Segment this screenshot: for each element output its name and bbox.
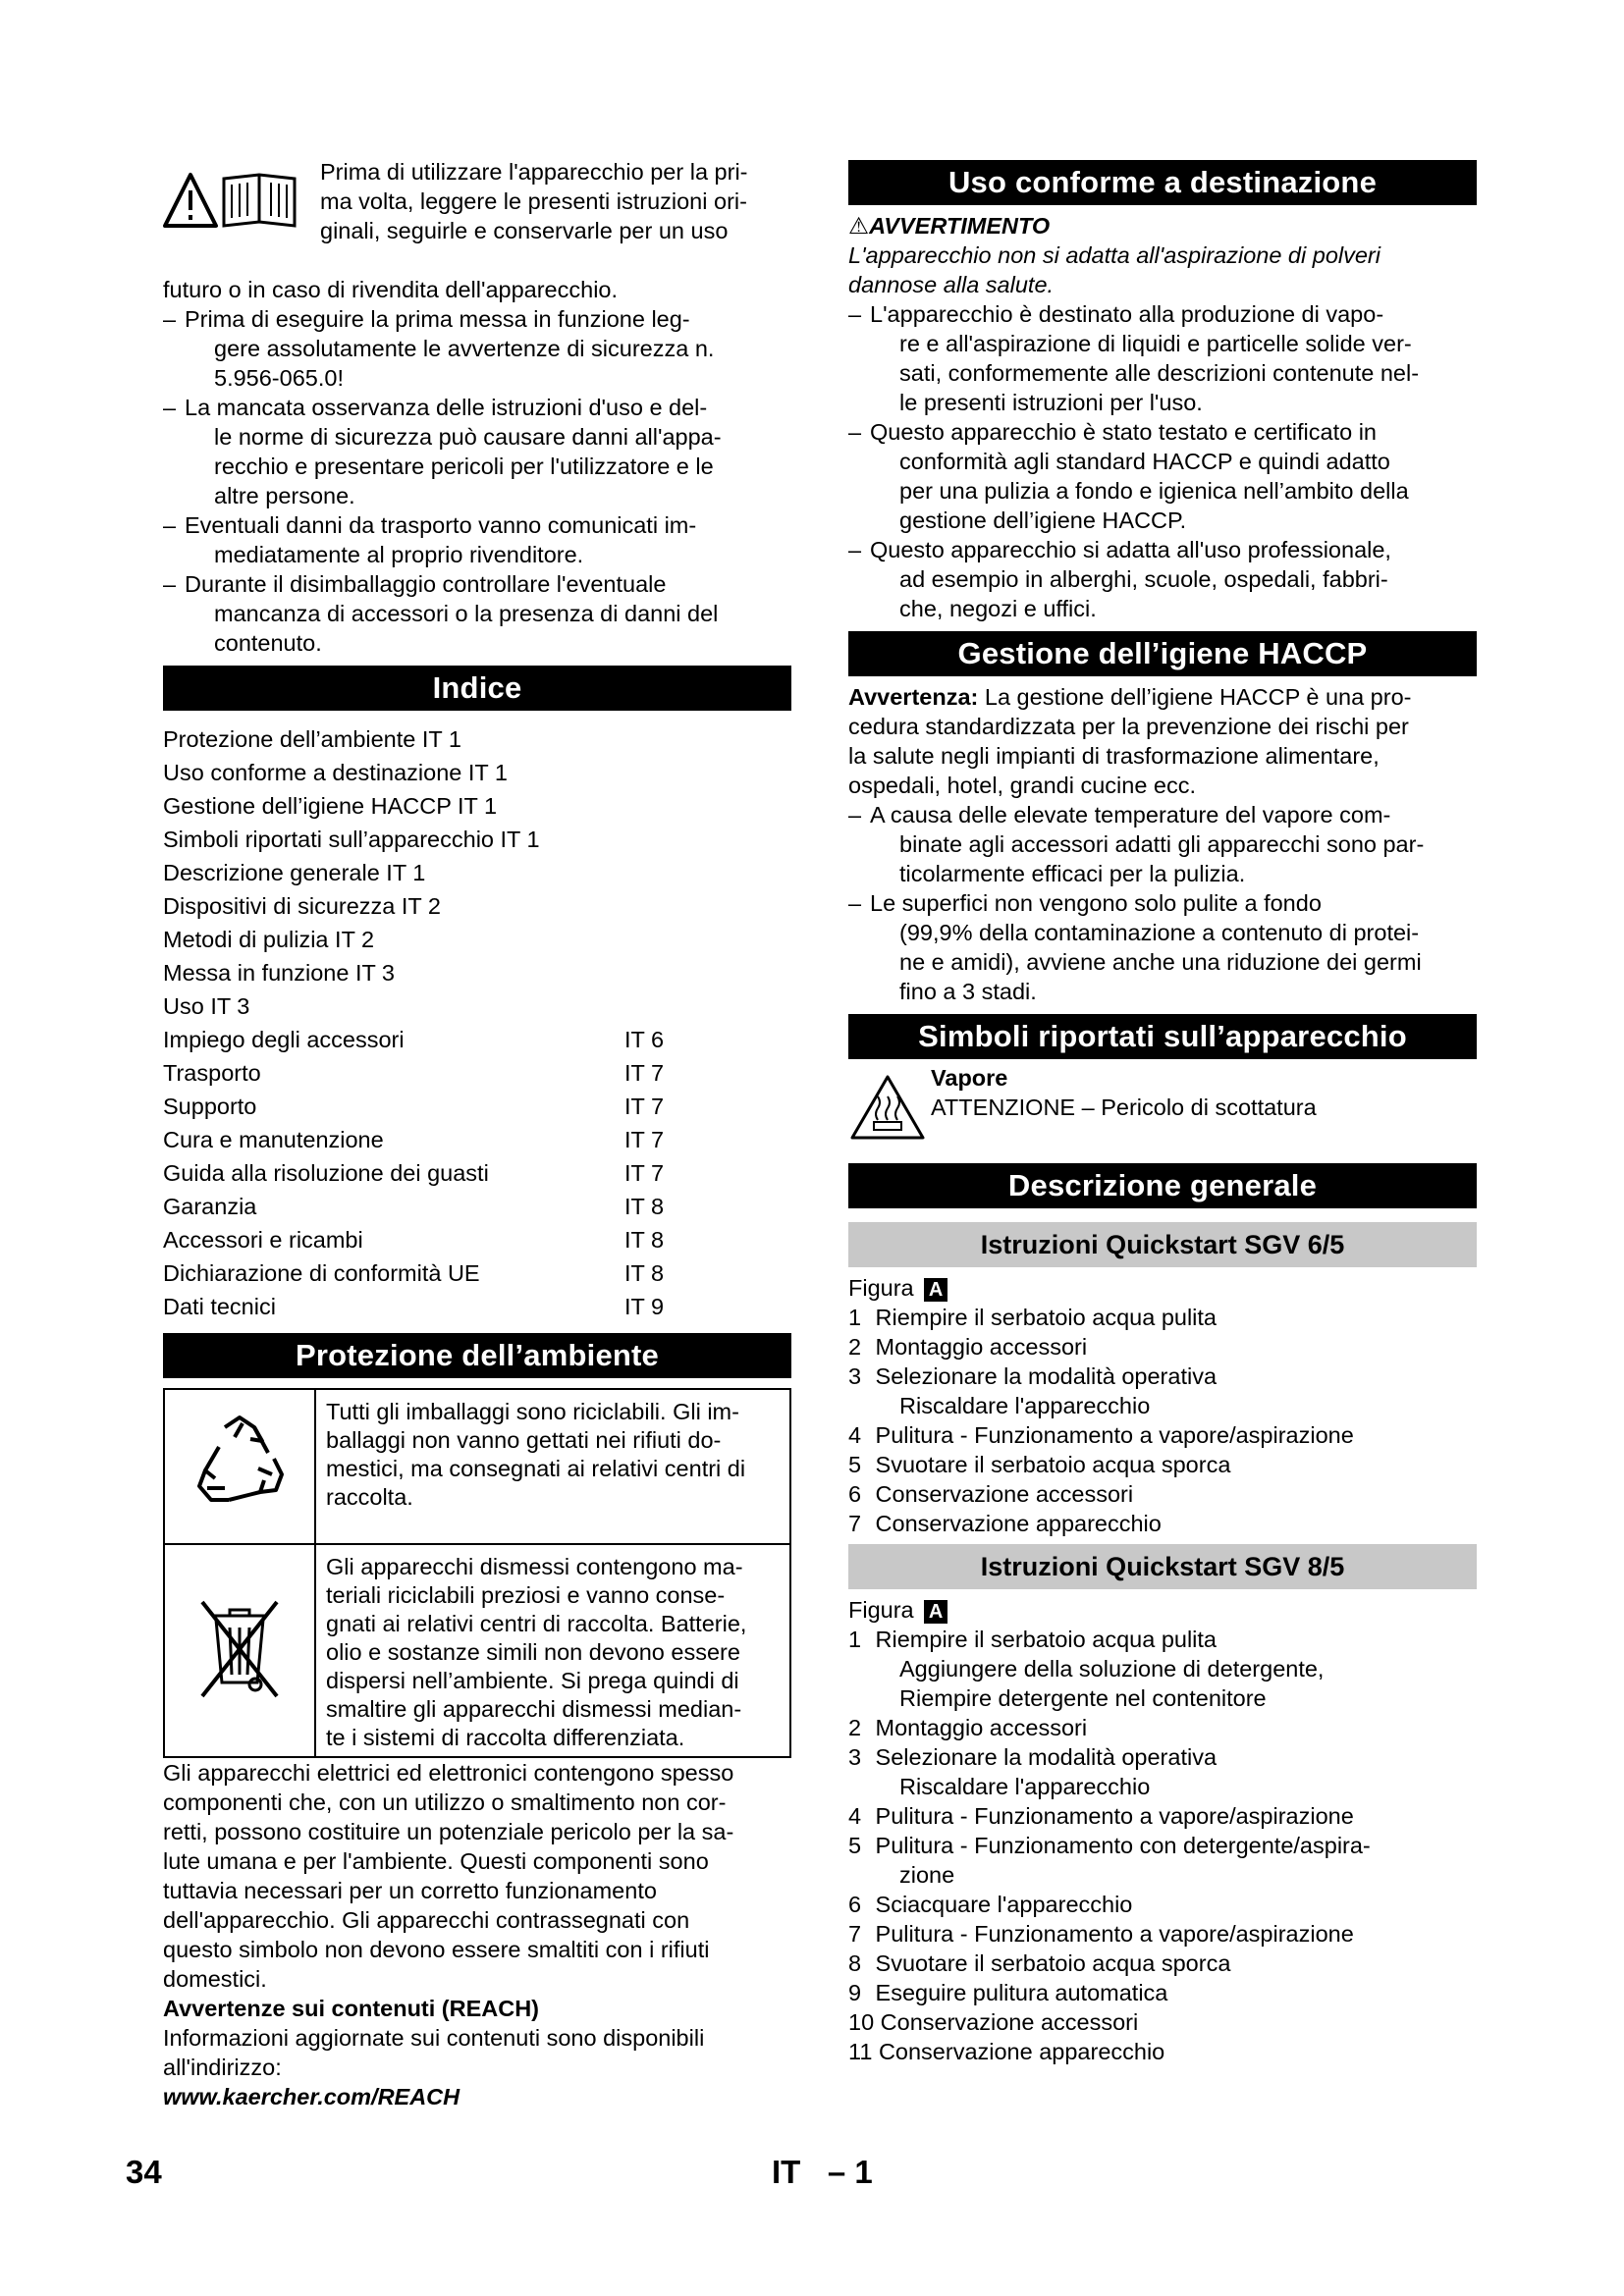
- step-item: 11 Conservazione apparecchio: [848, 2039, 1165, 2064]
- figure-badge: A: [924, 1278, 947, 1302]
- crossed-bin-icon: [190, 1588, 289, 1706]
- index-heading: Indice: [163, 666, 791, 711]
- intro-bullet: – Durante il disimballaggio controllare l'eventuale mancanza di accessori o la presenza di danni del contenuto.: [163, 571, 719, 656]
- intended-use-bullet: – L'apparecchio è destinato alla produzione di vapo- re e all'aspirazione di liquidi e particelle solide ver- sati, conformemente alle descrizioni contenute nel- le presenti istruzioni per l'uso.: [848, 301, 1420, 415]
- recycle-text: Tutti gli imballaggi sono riciclabili. Gli im- ballaggi non vanno gettati nei rifiuti do- mestici, ma consegnati ai relativi centri di raccolta.: [315, 1389, 790, 1544]
- steam-text: ATTENZIONE – Pericolo di scottatura: [931, 1095, 1317, 1120]
- recycle-icon: [186, 1410, 294, 1518]
- index-list: [163, 722, 791, 1323]
- figure-label: Figura A: [848, 1273, 1477, 1303]
- recycle-row: [164, 1389, 790, 1544]
- index-item[interactable]: Dichiarazione di conformità UE IT 8: [163, 1260, 665, 1286]
- index-item[interactable]: Garanzia IT 8: [163, 1194, 665, 1219]
- index-item[interactable]: Uso conforme a destinazione IT 1: [163, 760, 508, 785]
- general-description-heading: Descrizione generale: [848, 1163, 1477, 1208]
- index-item[interactable]: Cura e manutenzione IT 7: [163, 1127, 665, 1152]
- right-column: Uso conforme a destinazione ⚠AVVERTIMENTO L'apparecchio non si adatta all'aspirazione di polveri dannose alla salute. – L'apparecchio è destinato alla produzione di vapo- re e all'aspirazione di liquidi e particelle solide ver- sati, conformemente alle descrizioni contenute nel- le presenti istruzioni per l'uso. – Questo apparecchio è stato testato e certificato in conformità agli standard HACCP e quindi adatto per una pulizia a fondo e igienica nell’ambito della gestione dell’igiene HACCP. – Questo apparecchio si adatta all'uso professionale, ad esempio in alberghi, scuole, ospedali, fabbri- che, negozi e uffici. Gestione dell’igiene HACCP Avvertenza: La gestione dell’igiene HACCP è una pro- cedura standardizzata per la prevenzione dei rischi per la salute negli impianti di trasformazione alimentare, ospedali, hotel, grandi cucine ecc. – A causa delle elevate temperature del vapore com- binate agli accessori adatti gli apparecchi sono par- ticolarmente efficaci per la pulizia. – Le superfici non vengono solo pulite a fondo (99,9% della contaminazione a contenuto di protei- ne e amidi), avviene anche una riduzione dei germi fino a 3 stadi. Simboli riportati sull’apparecchio Vapore ATTENZIONE – Pericolo di scottatura Descrizione generale Istruzioni Quickstart SGV 6/5 Figura A 1 Riempire il serbatoio acqua pulita 2 Montaggio accessori 3 Selezionare la modalità operativa Riscaldare l'apparecchio 4 Pulitura - Funzionamento a vapore/aspirazione 5 Svuotare il serbatoio acqua sporca 6 Conservazione accessori 7 Conservazione apparecchio Istruzioni Quickstart SGV 8/5 Figura A 1 Riempire il serbatoio acqua pulita Aggiungere della soluzione di detergente, Riempire detergente nel contenitore 2 Montaggio accessori 3 Selezionare la modalità operativa Riscaldare l'apparecchio 4 Pulitura - Funzionamento a vapore/aspirazione 5 Pulitura - Funzionamento con detergente/aspira- zione 6 Sciacquare l'apparecchio 7 Pulitura - Funzionamento a vapore/aspirazione 8 Svuotare il serbatoio acqua sporca 9 Eseguire pulitura automatica 10 Conservazione accessori 11 Conservazione apparecchio: [848, 157, 1477, 2066]
- figure-label: Figura A: [848, 1595, 1477, 1625]
- index-item[interactable]: Accessori e ricambi IT 8: [163, 1227, 665, 1253]
- haccp-note: Avvertenza: La gestione dell’igiene HACCP è una pro-: [848, 684, 1412, 710]
- page-number: 34: [126, 2154, 162, 2190]
- quickstart-sgv85-heading: Istruzioni Quickstart SGV 8/5: [848, 1544, 1477, 1589]
- intro-line: ginali, seguirle e conservarle per un uso: [320, 218, 729, 243]
- intended-use-heading: Uso conforme a destinazione: [848, 160, 1477, 205]
- reach-url-link[interactable]: www.kaercher.com/REACH: [163, 2084, 460, 2109]
- step-item: 3 Selezionare la modalità operativa Riscaldare l'apparecchio: [848, 1744, 1218, 1799]
- index-item[interactable]: Uso IT 3: [163, 993, 250, 1019]
- intro-bullet: – Eventuali danni da trasporto vanno comunicati im- mediatamente al proprio rivenditore.: [163, 512, 697, 567]
- index-item[interactable]: Messa in funzione IT 3: [163, 960, 395, 986]
- index-item[interactable]: Impiego degli accessori IT 6: [163, 1027, 665, 1052]
- index-item[interactable]: Descrizione generale IT 1: [163, 860, 426, 885]
- reach-text: all'indirizzo:: [163, 2055, 282, 2080]
- intro-block: [163, 157, 791, 275]
- step-item: 9 Eseguire pulitura automatica: [848, 1980, 1168, 2005]
- symbols-heading: Simboli riportati sull’apparecchio: [848, 1014, 1477, 1059]
- warning-triangle-icon: ⚠: [848, 213, 870, 239]
- index-item[interactable]: Guida alla risoluzione dei guasti IT 7: [163, 1160, 665, 1186]
- warning-text: L'apparecchio non si adatta all'aspirazione di polveri: [848, 242, 1380, 268]
- step-item: 4 Pulitura - Funzionamento a vapore/aspirazione: [848, 1422, 1354, 1448]
- step-item: 1 Riempire il serbatoio acqua pulita Aggiungere della soluzione di detergente, Riempire detergente nel contenitore: [848, 1627, 1325, 1711]
- warning-manual-icon: [163, 171, 310, 230]
- environment-table: [163, 1388, 791, 1758]
- step-item: 6 Sciacquare l'apparecchio: [848, 1892, 1133, 1917]
- step-item: 2 Montaggio accessori: [848, 1715, 1088, 1740]
- haccp-heading: Gestione dell’igiene HACCP: [848, 631, 1477, 676]
- weee-text: Gli apparecchi dismessi contengono ma- teriali riciclabili preziosi e vanno conse- gnati ai relativi centri di raccolta. Batterie, olio e sostanze simili non devono essere dispersi nell’ambiente. Si prega quindi di smaltire gli apparecchi dismessi median- te i sistemi di raccolta differenziata.: [315, 1544, 790, 1757]
- step-item: 3 Selezionare la modalità operativa Riscaldare l'apparecchio: [848, 1363, 1218, 1418]
- environment-paragraph: Gli apparecchi elettrici ed elettronici contengono spesso componenti che, con un utilizzo o smaltimento non cor- retti, possono costituire un potenziale pericolo per la sa- lute umana e per l'ambiente. Questi componenti sono tuttavia necessari per un corretto funzionamento dell'apparecchio. Gli apparecchi contrassegnati con questo simbolo non devono essere smaltiti con i rifiuti domestici.: [163, 1760, 734, 1992]
- quickstart-sgv65-heading: Istruzioni Quickstart SGV 6/5: [848, 1222, 1477, 1267]
- step-item: 1 Riempire il serbatoio acqua pulita: [848, 1305, 1217, 1330]
- step-item: 7 Conservazione apparecchio: [848, 1511, 1162, 1536]
- intro-line-last: futuro o in caso di rivendita dell'apparecchio.: [163, 277, 619, 302]
- step-item: 7 Pulitura - Funzionamento a vapore/aspirazione: [848, 1921, 1354, 1947]
- hot-steam-warning-icon: [848, 1073, 927, 1142]
- reach-text: Informazioni aggiornate sui contenuti sono disponibili: [163, 2025, 705, 2051]
- intro-line: Prima di utilizzare l'apparecchio per la pri-: [320, 159, 748, 185]
- intended-use-bullet: – Questo apparecchio si adatta all'uso professionale, ad esempio in alberghi, scuole, ospedali, fabbri- che, negozi e uffici.: [848, 537, 1391, 621]
- steam-label: Vapore: [931, 1065, 1008, 1091]
- index-item[interactable]: Supporto IT 7: [163, 1094, 665, 1119]
- index-item[interactable]: Trasporto IT 7: [163, 1060, 665, 1086]
- steam-symbol-block: [848, 1063, 1477, 1149]
- index-item[interactable]: Gestione dell’igiene HACCP IT 1: [163, 793, 498, 819]
- environment-heading: Protezione dell’ambiente: [163, 1333, 791, 1378]
- haccp-bullet: – Le superfici non vengono solo pulite a fondo (99,9% della contaminazione a contenuto di protei- ne e amidi), avviene anche una riduzione dei germi fino a 3 stadi.: [848, 890, 1422, 1004]
- intro-bullet: – La mancata osservanza delle istruzioni d'uso e del- le norme di sicurezza può causare danni all'appa- recchio e presentare pericoli per l'utilizzatore e le altre persone.: [163, 395, 722, 508]
- intro-line: ma volta, leggere le presenti istruzioni ori-: [320, 188, 747, 214]
- step-item: 6 Conservazione accessori: [848, 1481, 1134, 1507]
- left-column: [163, 157, 791, 2111]
- warning-text: dannose alla salute.: [848, 272, 1055, 297]
- step-item: 5 Pulitura - Funzionamento con detergente/aspira- zione: [848, 1833, 1371, 1888]
- step-item: 5 Svuotare il serbatoio acqua sporca: [848, 1452, 1231, 1477]
- index-item[interactable]: Dati tecnici IT 9: [163, 1294, 665, 1319]
- weee-row: [164, 1544, 790, 1757]
- intro-text-first: [320, 157, 791, 245]
- index-item[interactable]: Metodi di pulizia IT 2: [163, 927, 375, 952]
- haccp-bullet: – A causa delle elevate temperature del vapore com- binate agli accessori adatti gli apparecchi sono par- ticolarmente efficaci per la pulizia.: [848, 802, 1425, 886]
- warning-line: ⚠AVVERTIMENTO: [848, 213, 1051, 239]
- step-item: 10 Conservazione accessori: [848, 2009, 1139, 2035]
- intended-use-bullet: – Questo apparecchio è stato testato e certificato in conformità agli standard HACCP e quindi adatto per una pulizia a fondo e igienica nell’ambito della gestione dell’igiene HACCP.: [848, 419, 1409, 533]
- step-item: 2 Montaggio accessori: [848, 1334, 1088, 1360]
- index-item[interactable]: Simboli riportati sull’apparecchio IT 1: [163, 827, 540, 852]
- figure-badge: A: [924, 1600, 947, 1624]
- step-item: 8 Svuotare il serbatoio acqua sporca: [848, 1950, 1231, 1976]
- index-item[interactable]: Dispositivi di sicurezza IT 2: [163, 893, 441, 919]
- step-item: 4 Pulitura - Funzionamento a vapore/aspirazione: [848, 1803, 1354, 1829]
- index-item[interactable]: Protezione dell’ambiente IT 1: [163, 726, 461, 752]
- reach-title: Avvertenze sui contenuti (REACH): [163, 1996, 540, 2021]
- intro-bullet: – Prima di eseguire la prima messa in funzione leg- gere assolutamente le avvertenze di sicurezza n. 5.956-065.0!: [163, 306, 715, 391]
- page-code: IT – 1: [772, 2154, 873, 2190]
